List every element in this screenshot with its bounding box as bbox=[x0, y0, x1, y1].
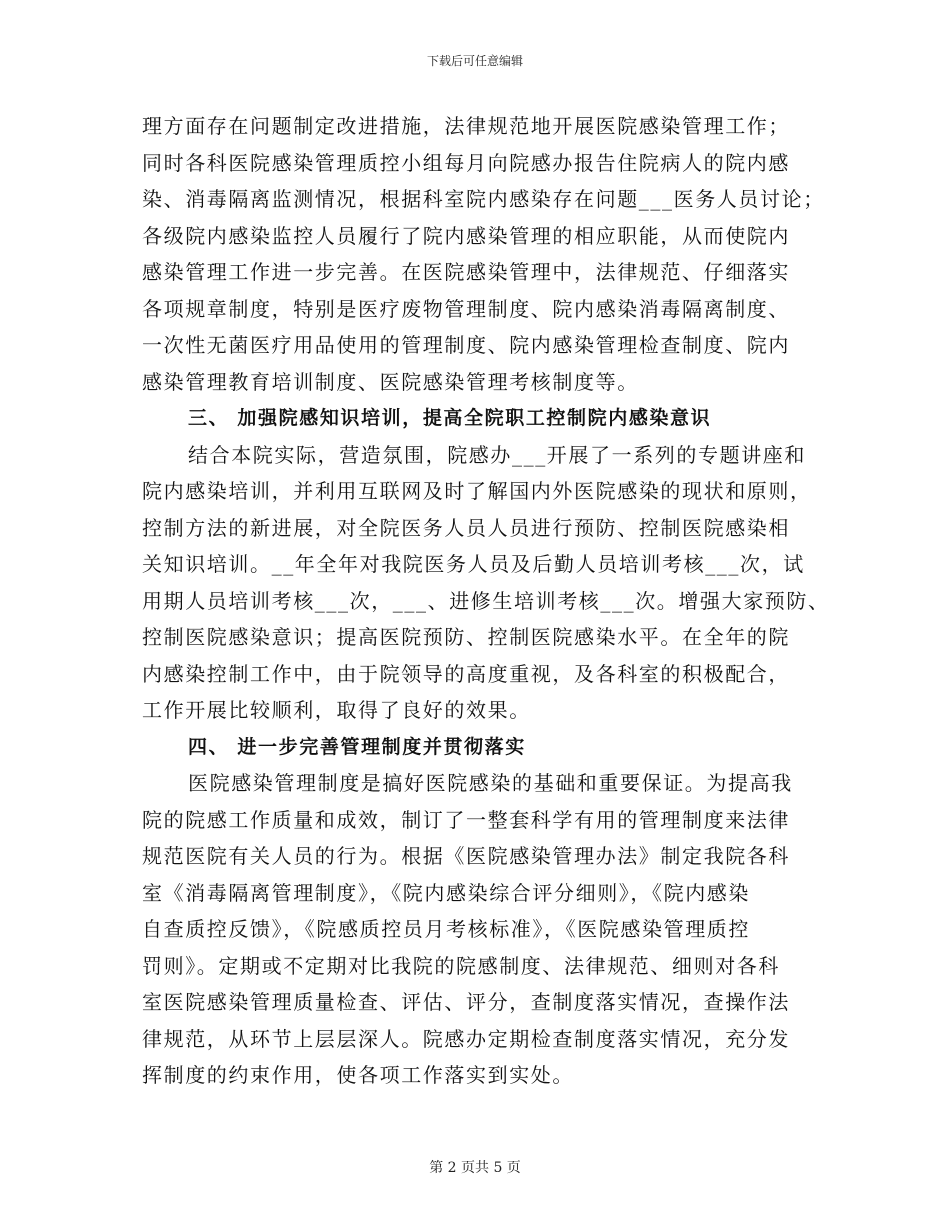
body-line: 各级院内感染监控人员履行了院内感染管理的相应职能，从而使院内 bbox=[142, 223, 790, 248]
body-line: 规范医院有关人员的行为。根据《医院感染管理办法》制定我院各科 bbox=[142, 844, 790, 868]
body-line: 律规范，从环节上层层深人。院感办定期检查制度落实情况，充分发 bbox=[142, 1026, 790, 1051]
page-header: 下载后可任意编辑 bbox=[426, 54, 523, 68]
page-number-footer: 第 2 页共 5 页 bbox=[429, 1160, 521, 1176]
body-line: 室《消毒隔离管理制度》，《院内感染综合评分细则》，《院内感染 bbox=[142, 880, 750, 905]
document-body bbox=[142, 108, 832, 1094]
body-line: 一次性无菌医疗用品使用的管理制度、院内感染管理检查制度、院内 bbox=[142, 333, 790, 357]
body-line: 感染管理教育培训制度、医院感染管理考核制度等。 bbox=[142, 369, 639, 394]
body-line: 染、消毒隔离监测情况，根据科室院内感染存在问题___医务人员讨论； bbox=[142, 187, 825, 211]
body-line: 医院感染管理制度是搞好医院感染的基础和重要保证。为提高我 bbox=[188, 771, 793, 795]
body-line: 内感染控制工作中，由于院领导的高度重视，及各科室的积极配合， bbox=[142, 661, 790, 686]
body-line: 院内感染培训，并利用互联网及时了解国内外医院感染的现状和原则， bbox=[142, 479, 812, 503]
body-line: 室医院感染管理质量检查、评估、评分，查制度落实情况，查操作法 bbox=[142, 990, 790, 1014]
body-line: 自查质控反馈》，《院感质控员月考核标准》，《医院感染管理质控 bbox=[142, 917, 750, 941]
body-line: 院的院感工作质量和成效，制订了一整套科学有用的管理制度来法律 bbox=[142, 807, 790, 832]
body-line: 控制方法的新进展，对全院医务人员人员进行预防、控制医院感染相 bbox=[142, 515, 790, 540]
section-heading-3: 三、 加强院感知识培训，提高全院职工控制院内感染意识 bbox=[188, 407, 712, 429]
body-line: 关知识培训。__年全年对我院医务人员及后勤人员培训考核___次，试 bbox=[142, 552, 805, 576]
section-heading-4: 四、 进一步完善管理制度并贯彻落实 bbox=[188, 735, 526, 758]
body-line: 结合本院实际，营造氛围，院感办___开展了一系列的专题讲座和 bbox=[188, 442, 806, 467]
body-line: 理方面存在问题制定改进措施，法律规范地开展医院感染管理工作； bbox=[142, 114, 790, 138]
body-line: 工作开展比较顺利，取得了良好的效果。 bbox=[142, 698, 531, 722]
body-line: 同时各科医院感染管理质控小组每月向院感办报告住院病人的院内感 bbox=[142, 150, 790, 175]
body-line: 挥制度的约束作用，使各项工作落实到实处。 bbox=[142, 1063, 574, 1087]
body-line: 控制医院感染意识；提高医院预防、控制医院感染水平。在全年的院 bbox=[142, 625, 790, 649]
body-line: 用期人员培训考核___次，___、进修生培训考核___次。增强大家预防、 bbox=[142, 588, 830, 613]
body-line: 各项规章制度，特别是医疗废物管理制度、院内感染消毒隔离制度、 bbox=[142, 296, 790, 321]
body-line: 罚则》。定期或不定期对比我院的院感制度、法律规范、细则对各科 bbox=[142, 953, 780, 978]
body-line: 感染管理工作进一步完善。在医院感染管理中，法律规范、仔细落实 bbox=[142, 260, 790, 284]
